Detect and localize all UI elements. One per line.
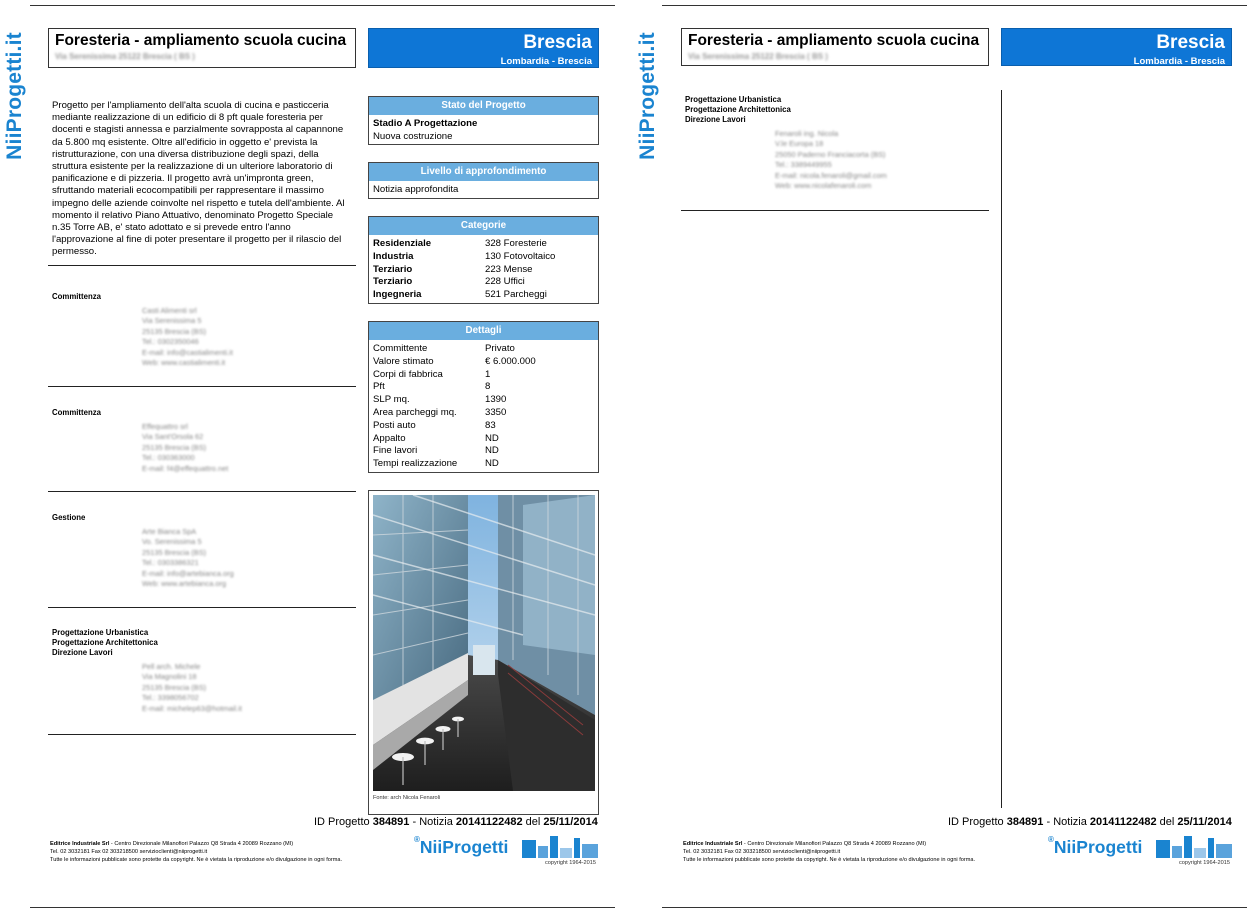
detail-row: Tempi realizzazione ND [373, 458, 499, 470]
livello-value: Notizia approfondita [373, 184, 459, 195]
project-description: Progetto per l'ampliamento dell'alta scuola di cucina e pasticceria mediante realizzazione di un edificio di 8 pft quale foresteria per docenti e stagisti annessa e parzialmente sovrapposta al capannone da 5.800 mq esistente. Oltre all'edificio in oggetto e' prevista la ristrutturazione, con una diversa distribuzione degli spazi, della struttura esistente per la realizzazione di un ulteriore laboratorio di panificazione e di pizzeria. Il progetto avrà un'impronta green, sfruttando materiali ecocompatibili per rappresentare il massimo impegno delle aziende coinvolte nel rispetto e tutela dell'ambiente. Al momento il relativo Piano Attuativo, denominato Progetto Speciale n.35 Torre AB, e' stato adottato e si prevede entro l'anno l'approvazione al fine di poter presentare il progetto per il rilascio del permesso. [52, 100, 345, 258]
detail-row: Pft 8 [373, 381, 491, 393]
project-title-box [681, 28, 989, 66]
project-address: Via Serenissima 25122 Brescia ( BS ) [55, 52, 195, 61]
region-name: Lombardia - Brescia [1133, 56, 1225, 66]
contact-details: Fenaroli ing. Nicola V.le Europa 18 25050 Paderno Franciacorta (BS) Tel.: 3389449955 E-mail: nicola.fenaroli@gmail.com Web: www.nicolafenaroli.com [775, 129, 887, 191]
buildings-icon [522, 834, 600, 858]
bottom-rule [30, 907, 615, 908]
vertical-brand-logo: NiiProgetti.it [3, 32, 27, 160]
category-row: Residenziale 328 Foresterie [373, 238, 547, 249]
contact-block-progettazione [52, 628, 352, 714]
category-row: Ingegneria 521 Parcheggi [373, 289, 547, 301]
city-box [368, 28, 599, 68]
project-title-box [48, 28, 356, 68]
contact-role: Progettazione Urbanistica Progettazione Architettonica Direzione Lavori [685, 95, 791, 124]
contact-role: Progettazione Urbanistica Progettazione Architettonica Direzione Lavori [52, 628, 158, 657]
panel-header: Stato del Progetto [369, 97, 598, 115]
vertical-brand-logo: NiiProgetti.it [636, 32, 660, 160]
contact-block-committenza-1 [52, 292, 352, 368]
separator [48, 734, 356, 735]
detail-row: Appalto ND [373, 432, 499, 444]
page-2 [630, 0, 1260, 910]
categorie-panel [368, 216, 599, 304]
detail-row: Corpi di fabbrica 1 [373, 368, 491, 380]
contact-details: Effequattro srl Via Sant'Orsola 62 25135 Brescia (BS) Tel.: 030363000 E-mail: f4@effequattro.net [142, 422, 229, 473]
separator [48, 607, 356, 608]
detail-row: Fine lavori ND [373, 445, 499, 457]
contact-block-committenza-2 [52, 408, 352, 474]
separator [48, 386, 356, 387]
project-title: Foresteria - ampliamento scuola cucina [55, 32, 347, 49]
detail-row: Area parcheggi mq. 3350 [373, 406, 507, 418]
project-address: Via Serenissima 25122 Brescia ( BS ) [688, 52, 828, 61]
panel-header: Dettagli [369, 322, 598, 340]
detail-row: Committente Privato [373, 343, 515, 354]
photo-credit: Fonte: arch Nicola Fenaroli [373, 795, 441, 801]
separator [48, 491, 356, 492]
contact-details: Pell arch. Michele Via Magnolini 18 25135 Brescia (BS) Tel.: 3398056702 E-mail: michelep63@hotmail.it [142, 662, 242, 713]
contact-role: Gestione [52, 513, 86, 522]
contact-block-gestione [52, 513, 352, 589]
id-line: ID Progetto 384891 - Notizia 20141122482 del 25/11/2014 [948, 816, 1232, 828]
project-photo-frame [368, 490, 599, 815]
contact-details: Casti Alimenti srl Via Serenissima 5 25135 Brescia (BS) Tel.: 0302350046 E-mail: info@castialimenti.it Web: www.castialimenti.it [142, 306, 233, 368]
footer-brand-logo: ®NiiProgetti copyright 1964-2015 [1048, 834, 1234, 868]
panel-header: Categorie [369, 217, 598, 235]
footer-brand-logo: ®NiiProgetti copyright 1964-2015 [414, 834, 600, 868]
dettagli-panel [368, 321, 599, 473]
category-row: Terziario 228 Uffici [373, 276, 525, 288]
project-rendering-image [373, 495, 595, 791]
id-line: ID Progetto 384891 - Notizia 20141122482 del 25/11/2014 [314, 816, 598, 828]
contact-details: Arte Bianca SpA Vo. Serenissima 5 25135 Brescia (BS) Tel.: 0303386321 E-mail: info@artebianca.org Web: www.artebianca.org [142, 527, 234, 589]
project-title: Foresteria - ampliamento scuola cucina [688, 32, 980, 49]
panel-header: Livello di approfondimento [369, 163, 598, 181]
city-name: Brescia [523, 32, 592, 53]
footer-publisher-info: Editrice Industriale Srl - Centro Direzionale Milanofiori Palazzo Q8 Strada 4 20089 Rozzano (MI) Tel. 02 3032181 Fax 02 303218500 servizioclienti@niiprogetti.it Tutte le informazioni pubblicate sono protette da copyright. Ne è vietata la riproduzione e/o divulgazione in ogni forma. [683, 841, 976, 864]
contact-role: Committenza [52, 292, 101, 301]
city-name: Brescia [1156, 32, 1225, 53]
column-divider [1001, 90, 1002, 808]
separator [48, 265, 356, 266]
category-row: Industria 130 Fotovoltaico [373, 250, 556, 262]
buildings-icon [1156, 834, 1234, 858]
livello-panel [368, 162, 599, 199]
city-box [1001, 28, 1232, 66]
top-rule [662, 5, 1247, 6]
detail-row: SLP mq. 1390 [373, 394, 507, 406]
project-stage: Stadio A Progettazione [373, 118, 478, 129]
category-row: Terziario 223 Mense [373, 263, 533, 275]
separator [681, 210, 989, 211]
detail-row: Valore stimato € 6.000.000 [373, 355, 536, 367]
contact-role: Committenza [52, 408, 101, 417]
bottom-rule [662, 907, 1247, 908]
detail-row: Posti auto 83 [373, 419, 496, 431]
top-rule [30, 5, 615, 6]
contact-block-progettazione [685, 95, 985, 191]
region-name: Lombardia - Brescia [500, 56, 592, 67]
footer-publisher-info: Editrice Industriale Srl - Centro Direzionale Milanofiori Palazzo Q8 Strada 4 20089 Rozzano (MI) Tel. 02 3032181 Fax 02 303218500 servizioclienti@niiprogetti.it Tutte le informazioni pubblicate sono protette da copyright. Ne è vietata la riproduzione e/o divulgazione in ogni forma. [50, 841, 343, 864]
project-type: Nuova costruzione [373, 130, 453, 142]
stato-progetto-panel [368, 96, 599, 145]
